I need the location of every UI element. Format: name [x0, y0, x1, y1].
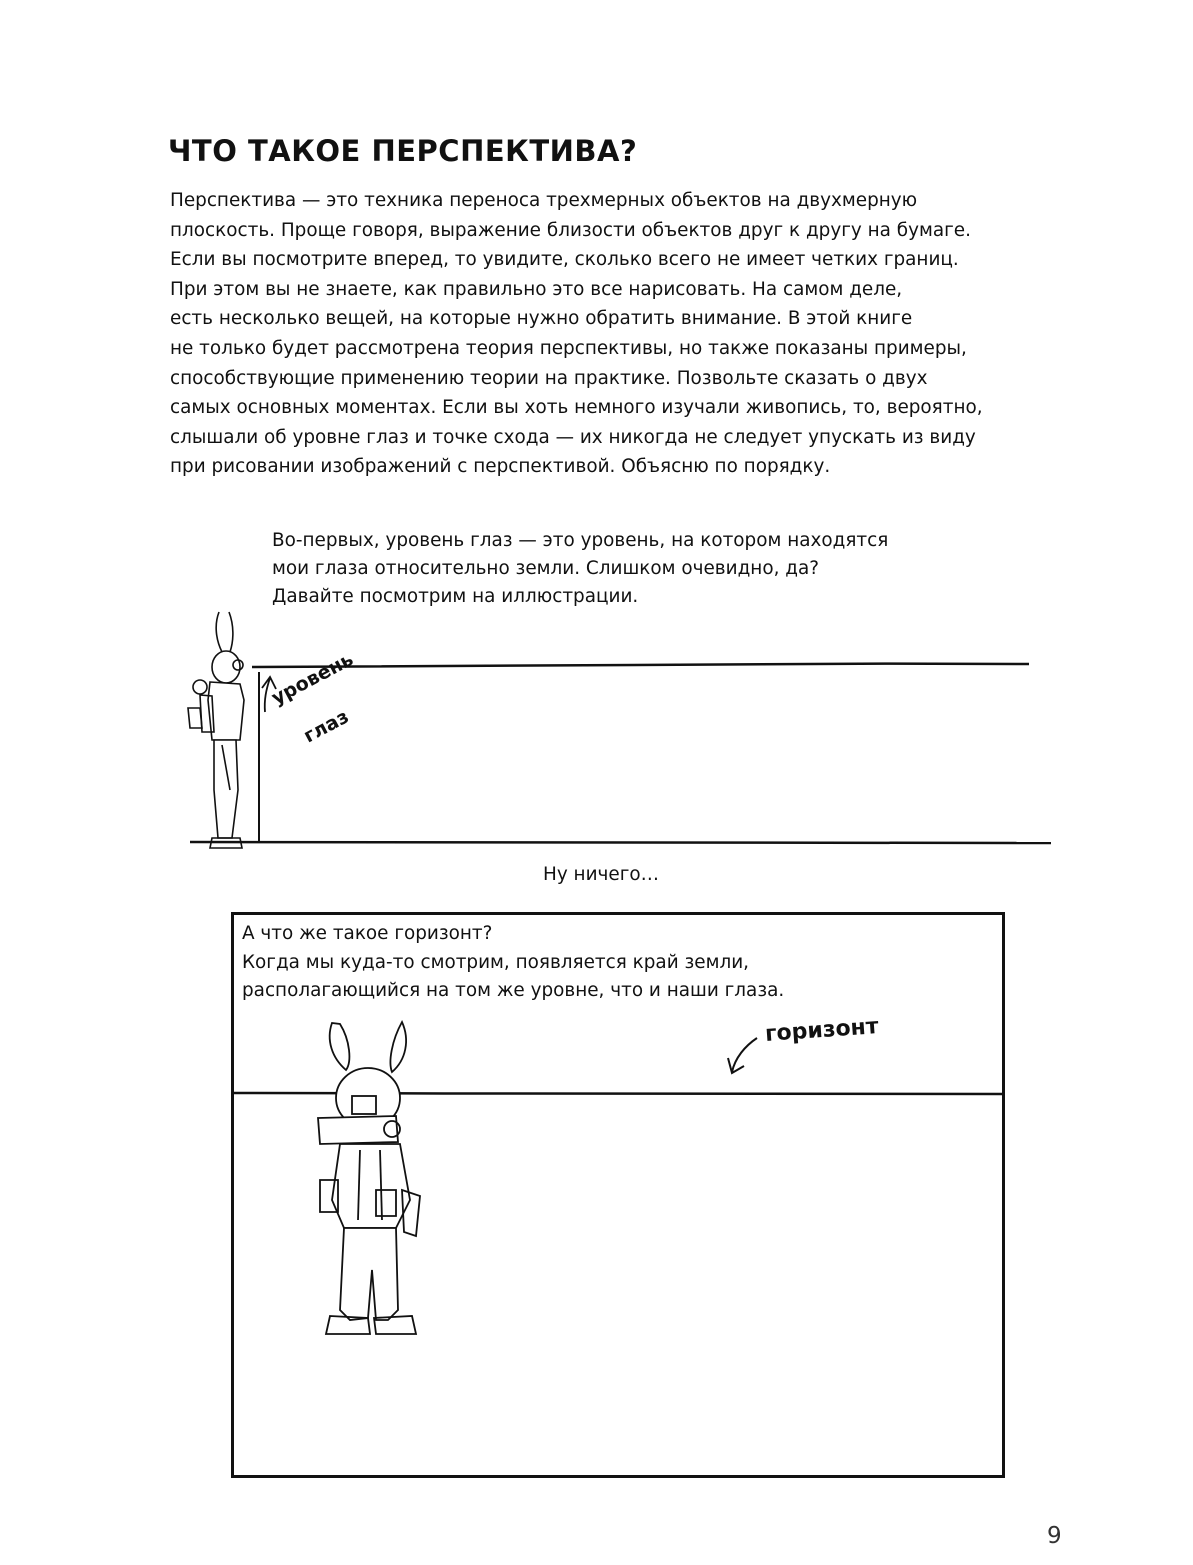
intro-line: при рисовании изображений с перспективой. Объясню по порядку.	[170, 456, 831, 478]
eye-level-line-drawing	[252, 664, 1029, 667]
character-side-view-icon	[188, 612, 244, 848]
intro-line: При этом вы не знаете, как правильно это все нарисовать. На самом деле,	[170, 278, 903, 300]
horizon-line-text: располагающийся на том же уровне, что и наши глаза.	[242, 980, 785, 1001]
intro-line: слышали об уровне глаз и точке схода — их никогда не следует упускать из виду	[170, 426, 976, 448]
eye-level-line: мои глаза относительно земли. Слишком очевидно, да?	[272, 558, 820, 579]
horizon-explanation	[242, 920, 784, 1006]
horizon-line-text: А что же такое горизонт?	[242, 923, 493, 944]
intro-line: самых основных моментах. Если вы хоть немного изучали живопись, то, вероятно,	[170, 397, 983, 419]
intro-line: плоскость. Проще говоря, выражение близости объектов друг к другу на бумаге.	[170, 219, 971, 241]
intro-line: Перспектива — это техника переноса трехмерных объектов на двухмерную	[170, 190, 918, 211]
caption: Ну ничего…	[543, 864, 660, 885]
eye-level-label-word-1: уровень	[268, 648, 357, 710]
ground-line-drawing	[190, 842, 1051, 843]
intro-line: способствующие применению теории на практике. Позвольте сказать о двух	[170, 367, 928, 389]
eye-level-line: Давайте посмотрим на иллюстрации.	[272, 586, 639, 607]
horizon-line-text: Когда мы куда-то смотрим, появляется край земли,	[242, 951, 750, 973]
intro-line: Если вы посмотрите вперед, то увидите, сколько всего не имеет четких границ.	[170, 249, 959, 271]
page-title: ЧТО ТАКОЕ ПЕРСПЕКТИВА?	[168, 134, 638, 168]
page-number: 9	[1047, 1523, 1062, 1549]
intro-line: есть несколько вещей, на которые нужно обратить внимание. В этой книге	[170, 308, 913, 330]
horizon-label: горизонт	[764, 1014, 880, 1047]
eye-level-line: Во-первых, уровень глаз — это уровень, на котором находятся	[272, 530, 889, 551]
intro-line: не только будет рассмотрена теория перспективы, но также показаны примеры,	[170, 337, 967, 359]
eye-level-label-word-2: глаз	[300, 705, 353, 748]
